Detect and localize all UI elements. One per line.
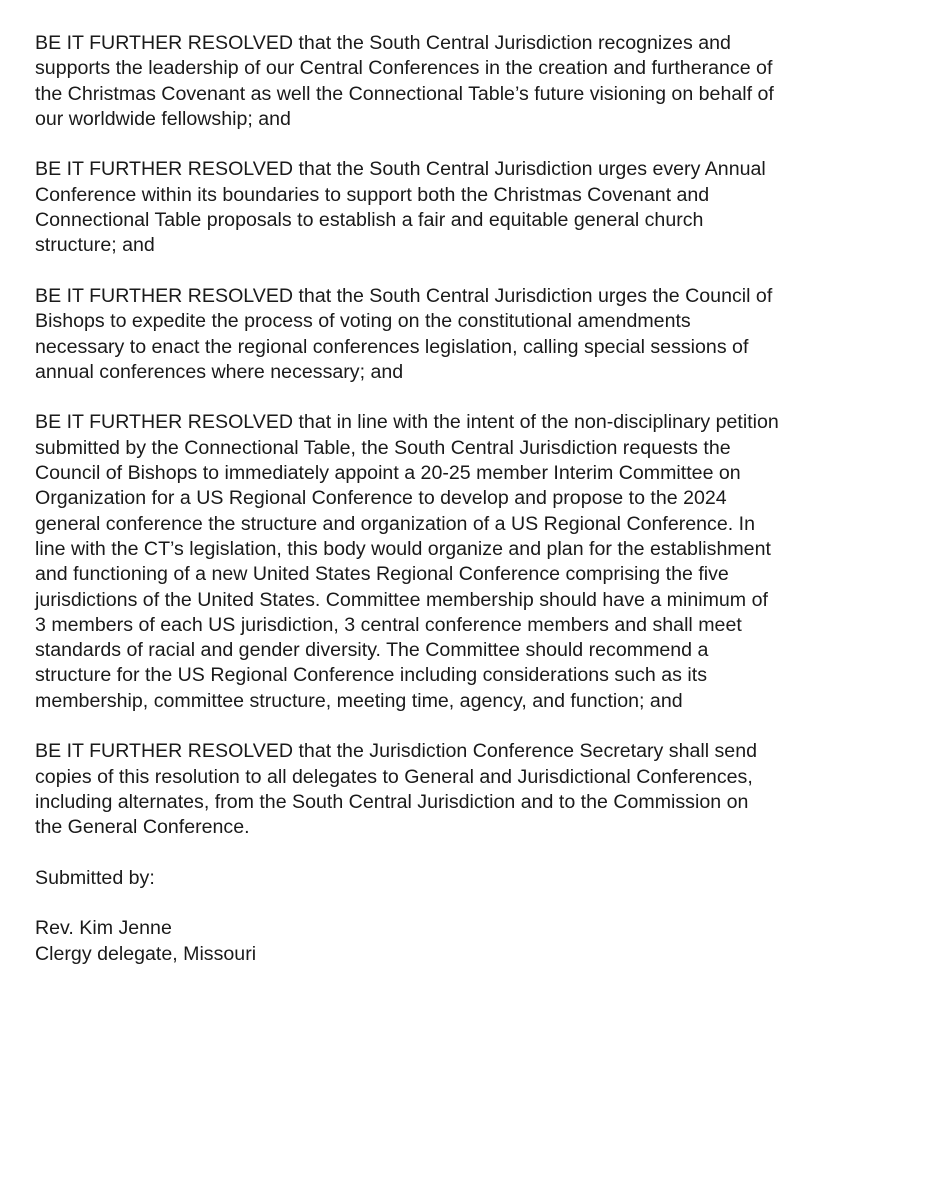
resolution-paragraph-2: BE IT FURTHER RESOLVED that the South Central Jurisdiction urges every Annual Conference within its boundaries to support both the Christmas Covenant and Connectional Table proposals to establish a fair and equitable general church structure; and [35, 158, 766, 257]
resolution-paragraph-1: BE IT FURTHER RESOLVED that the South Central Jurisdiction recognizes and supports the leadership of our Central Conferences in the creation and furtherance of the Christmas Covenant as well the Connectional Table’s future visioning on behalf of our worldwide fellowship; and [35, 32, 774, 130]
signature-block [35, 916, 905, 967]
resolution-paragraph-4: BE IT FURTHER RESOLVED that in line with the intent of the non-disciplinary petition submitted by the Connectional Table, the South Central Jurisdiction requests the Council of Bishops to immediately appoint a 20-25 member Interim Committee on Organization for a US Regional Conference to develop and propose to the 2024 general conference the structure and organization of a US Regional Conference. In line with the CT’s legislation, this body would organize and plan for the establishment and functioning of a new United States Regional Conference comprising the five jurisdictions of the United States. Committee membership should have a minimum of 3 members of each US jurisdiction, 3 central conference members and shall meet standards of racial and gender diversity. The Committee should recommend a structure for the US Regional Conference including considerations such as its membership, committee structure, meeting time, agency, and function; and [35, 411, 779, 712]
resolution-paragraph-3: BE IT FURTHER RESOLVED that the South Central Jurisdiction urges the Council of Bishops to expedite the process of voting on the constitutional amendments necessary to enact the regional conferences legislation, calling special sessions of annual conferences where necessary; and [35, 284, 773, 383]
resolution-paragraph-5: BE IT FURTHER RESOLVED that the Jurisdiction Conference Secretary shall send copies of this resolution to all delegates to General and Jurisdictional Conferences, including alternates, from the South Central Jurisdiction and to the Commission on the General Conference. [35, 740, 758, 839]
submitted-by-label: Submitted by: [35, 866, 155, 889]
signer-name: Rev. Kim Jenne [35, 917, 172, 940]
signer-title: Clergy delegate, Missouri [35, 942, 257, 965]
document-body [35, 31, 905, 967]
